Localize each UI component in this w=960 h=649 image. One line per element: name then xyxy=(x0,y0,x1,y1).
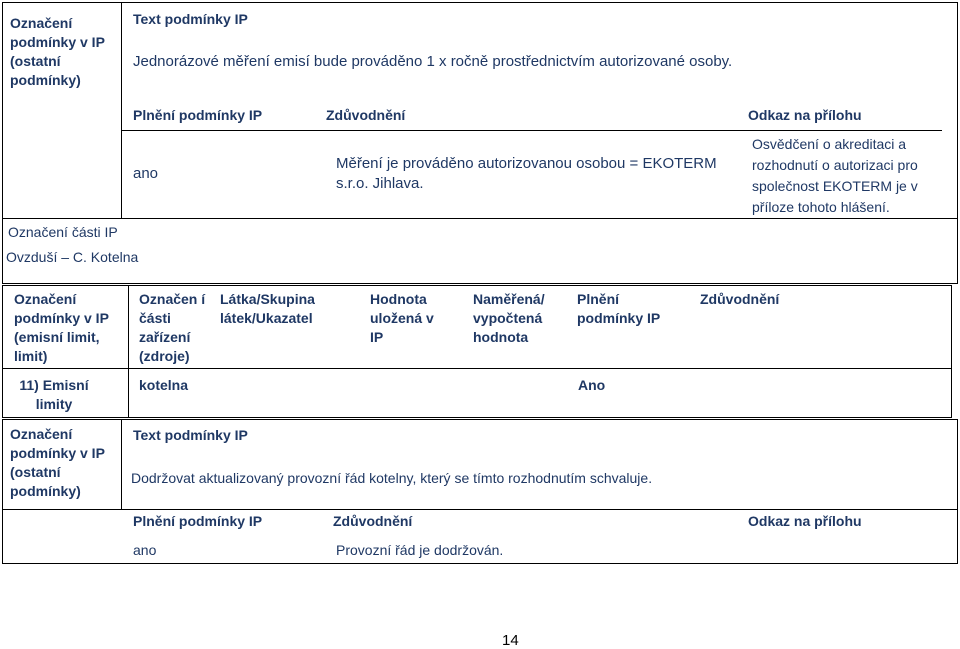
table-header-limit-value: Hodnota uložená v IP xyxy=(370,291,434,345)
bottom-col-attachment: Odkaz na přílohu xyxy=(748,513,862,529)
part-value: Ovzduší – C. Kotelna xyxy=(6,249,139,265)
top-left-label: Označení podmínky v IP (ostatní podmínky) xyxy=(10,15,105,88)
top-col-attachment: Odkaz na přílohu xyxy=(748,107,862,123)
table-header-measured-value: Naměřená/ vypočtená hodnota xyxy=(473,291,545,345)
top-col-fulfillment: Plnění podmínky IP xyxy=(133,107,263,123)
top-col-divider xyxy=(121,2,122,218)
top-fulfillment-value: ano xyxy=(133,165,159,182)
top-attachment-value: Osvědčení o akreditaci a rozhodnutí o autorizaci pro společnost EKOTERM je v příloze tohoto hlášení. xyxy=(752,136,918,215)
table-row-part: kotelna xyxy=(139,377,189,393)
top-row-divider xyxy=(2,218,958,219)
table-row-condition: 11) Emisní limity xyxy=(19,377,89,412)
table-header-part: Označen í části zařízení (zdroje) xyxy=(139,291,206,364)
emission-col-divider-1 xyxy=(128,285,129,418)
table-header-condition: Označení podmínky v IP (emisní limit, limit) xyxy=(14,291,109,364)
table-header-fulfillment: Plnění podmínky IP xyxy=(577,291,661,326)
top-text-header: Text podmínky IP xyxy=(133,11,248,27)
bottom-col-divider xyxy=(121,419,122,509)
bottom-condition-text: Dodržovat aktualizovaný provozní řád kotelny, který se tímto rozhodnutím schvaluje. xyxy=(131,470,653,486)
bottom-reason-value: Provozní řád je dodržován. xyxy=(336,542,504,558)
top-header-line xyxy=(122,130,942,131)
emission-header-divider xyxy=(2,368,952,369)
table-header-reason: Zdůvodnění xyxy=(700,291,780,307)
top-condition-text: Jednorázové měření emisí bude prováděno 1 x ročně prostřednictvím autorizované osoby. xyxy=(133,53,733,70)
part-label: Označení části IP xyxy=(8,224,118,240)
bottom-fulfillment-value: ano xyxy=(133,542,157,558)
bottom-col-reason: Zdůvodnění xyxy=(333,513,413,529)
page-number: 14 xyxy=(502,632,519,649)
bottom-row-divider xyxy=(2,509,958,510)
bottom-text-header: Text podmínky IP xyxy=(133,427,248,443)
top-col-reason: Zdůvodnění xyxy=(326,107,406,123)
table-header-substance: Látka/Skupina látek/Ukazatel xyxy=(220,291,315,326)
bottom-col-fulfillment: Plnění podmínky IP xyxy=(133,513,263,529)
bottom-left-label: Označení podmínky v IP (ostatní podmínky) xyxy=(10,426,105,499)
table-row-fulfillment: Ano xyxy=(578,377,606,393)
top-reason-value: Měření je prováděno autorizovanou osobou = EKOTERM s.r.o. Jihlava. xyxy=(336,155,717,192)
